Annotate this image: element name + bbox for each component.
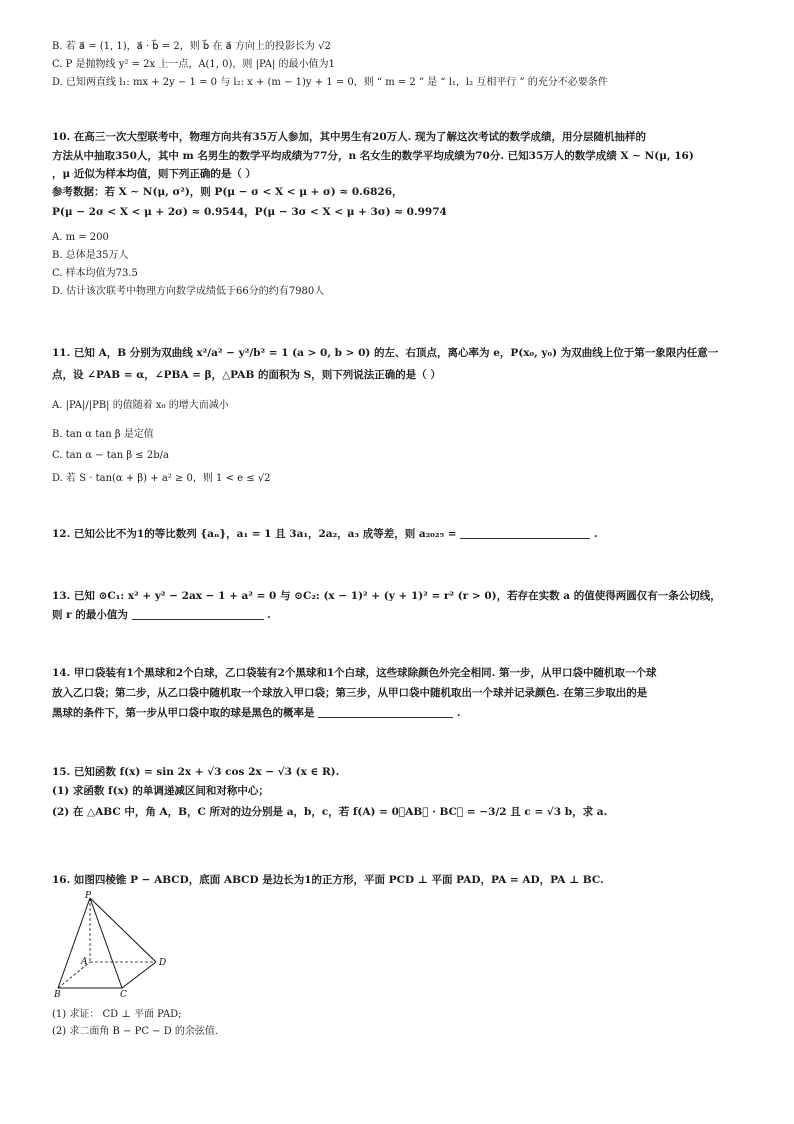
label-b: B — [54, 990, 61, 998]
q12-stem — [52, 527, 598, 541]
q16-part1: (1) 求证： CD ⊥ 平面 PAD; — [52, 1009, 182, 1020]
label-p: P — [85, 891, 92, 901]
q11-option-a: A. |PA|/|PB| 的值随着 x₀ 的增大而减小 — [52, 400, 229, 411]
q11-option-c: C. tan α − tan β ≤ 2b/a — [52, 450, 169, 461]
q13-text: 则 r 的最小值为 — [52, 609, 128, 621]
q14-stem-line3 — [52, 706, 460, 720]
q15-stem: 15. 已知函数 f(x) = sin 2x + √3 cos 2x − √3 (x ∈ R). — [52, 766, 340, 778]
q9-option-c: C. P 是抛物线 y² = 2x 上一点，A(1, 0)，则 |PA| 的最小值为1 — [52, 59, 335, 70]
q12-end: . — [593, 528, 598, 540]
q14-stem-line2: 放入乙口袋；第二步，从乙口袋中随机取一个球放入甲口袋；第三步，从甲口袋中随机取出一个球并记录颜色. 在第三步取出的是 — [52, 687, 648, 699]
q14-end: . — [456, 707, 461, 719]
label-c: C — [120, 990, 127, 998]
pyramid-figure — [48, 890, 178, 998]
q10-stem-line3: ，μ 近似为样本均值，则下列正确的是（ ） — [52, 168, 256, 180]
q10-reference-line2: P(μ − 2σ < X < μ + 2σ) ≈ 0.9544，P(μ − 3σ < X < μ + 3σ) ≈ 0.9974 — [52, 206, 447, 218]
q10-reference-line1: 参考数据：若 X ∼ N(μ, σ²)，则 P(μ − σ < X < μ + σ) ≈ 0.6826， — [52, 186, 403, 198]
q13-stem-line1: 13. 已知 ⊙C₁: x² + y² − 2ax − 1 + a² = 0 与 ⊙C₂: (x − 1)² + (y + 1)² = r² (r > 0)，若存在实数 a 的值使得两圆仅有一条公切线， — [52, 590, 721, 602]
q10-option-a: A. m = 200 — [52, 232, 109, 243]
q10-stem-line2: 方法从中抽取350人，其中 m 名男生的数学平均成绩为77分，n 名女生的数学平均成绩为70分. 已知35万人的数学成绩 X ∼ N(μ, 16) — [52, 150, 694, 162]
q10-option-d: D. 估计该次联考中物理方向数学成绩低于66分的约有7980人 — [52, 286, 325, 297]
q14-answer-blank[interactable] — [318, 707, 453, 718]
q13-end: . — [267, 609, 271, 621]
q16-part2: (2) 求二面角 B − PC − D 的余弦值. — [52, 1026, 219, 1037]
q14-text: 黑球的条件下，第一步从甲口袋中取的球是黑色的概率是 — [52, 707, 315, 719]
q11-option-b: B. tan α tan β 是定值 — [52, 429, 154, 440]
edge-pd — [90, 898, 156, 962]
q12-text: 12. 已知公比不为1的等比数列 {aₙ}，a₁ = 1 且 3a₁，2a₂，a₃ 成等差，则 a₂₀₂₅ = — [52, 528, 457, 540]
q14-stem-line1: 14. 甲口袋装有1个黑球和2个白球，乙口袋装有2个黑球和1个白球，这些球除颜色外完全相同. 第一步，从甲口袋中随机取一个球 — [52, 667, 657, 679]
q16-stem: 16. 如图四棱锥 P − ABCD，底面 ABCD 是边长为1的正方形，平面 PCD ⊥ 平面 PAD，PA = AD，PA ⊥ BC. — [52, 874, 604, 886]
edge-pc — [90, 898, 122, 988]
q9-option-d: D. 已知两直线 l₁: mx + 2y − 1 = 0 与 l₂: x + (m − 1)y + 1 = 0，则 “ m = 2 ” 是 “ l₁，l₂ 互相平行 ” 的充分不必要条件 — [52, 77, 608, 88]
q10-stem-line1: 10. 在高三一次大型联考中，物理方向共有35万人参加，其中男生有20万人. 现为了解这次考试的数学成绩，用分层随机抽样的 — [52, 131, 646, 143]
label-a: A — [81, 957, 88, 967]
q13-stem-line2 — [52, 608, 271, 622]
q15-part1: (1) 求函数 f(x) 的单调递减区间和对称中心； — [52, 785, 269, 797]
q11-stem-line1: 11. 已知 A，B 分别为双曲线 x²/a² − y²/b² = 1 (a > 0, b > 0) 的左、右顶点，离心率为 e，P(x₀, y₀) 为双曲线上位于第一象限内任意一 — [52, 347, 719, 359]
q10-option-c: C. 样本均值为73.5 — [52, 268, 138, 279]
q12-answer-blank[interactable] — [460, 528, 590, 539]
q10-option-b: B. 总体是35万人 — [52, 250, 129, 261]
label-d: D — [159, 958, 167, 968]
q15-part2: (2) 在 △ABC 中，角 A，B，C 所对的边分别是 a，b，c，若 f(A) = 0，AB⃗ · BC⃗ = −3/2 且 c = √3 b，求 a. — [52, 806, 608, 818]
q11-stem-line2: 点，设 ∠PAB = α，∠PBA = β，△PAB 的面积为 S，则下列说法正确的是（ ） — [52, 369, 441, 381]
edge-cd — [122, 962, 156, 988]
q13-answer-blank[interactable] — [132, 609, 264, 620]
q11-option-d: D. 若 S · tan(α + β) + a² ≥ 0，则 1 < e ≤ √2 — [52, 473, 271, 484]
q9-option-b: B. 若 a⃗ = (1, 1)，a⃗ · b⃗ = 2，则 b⃗ 在 a⃗ 方向上的投影长为 √2 — [52, 41, 331, 52]
